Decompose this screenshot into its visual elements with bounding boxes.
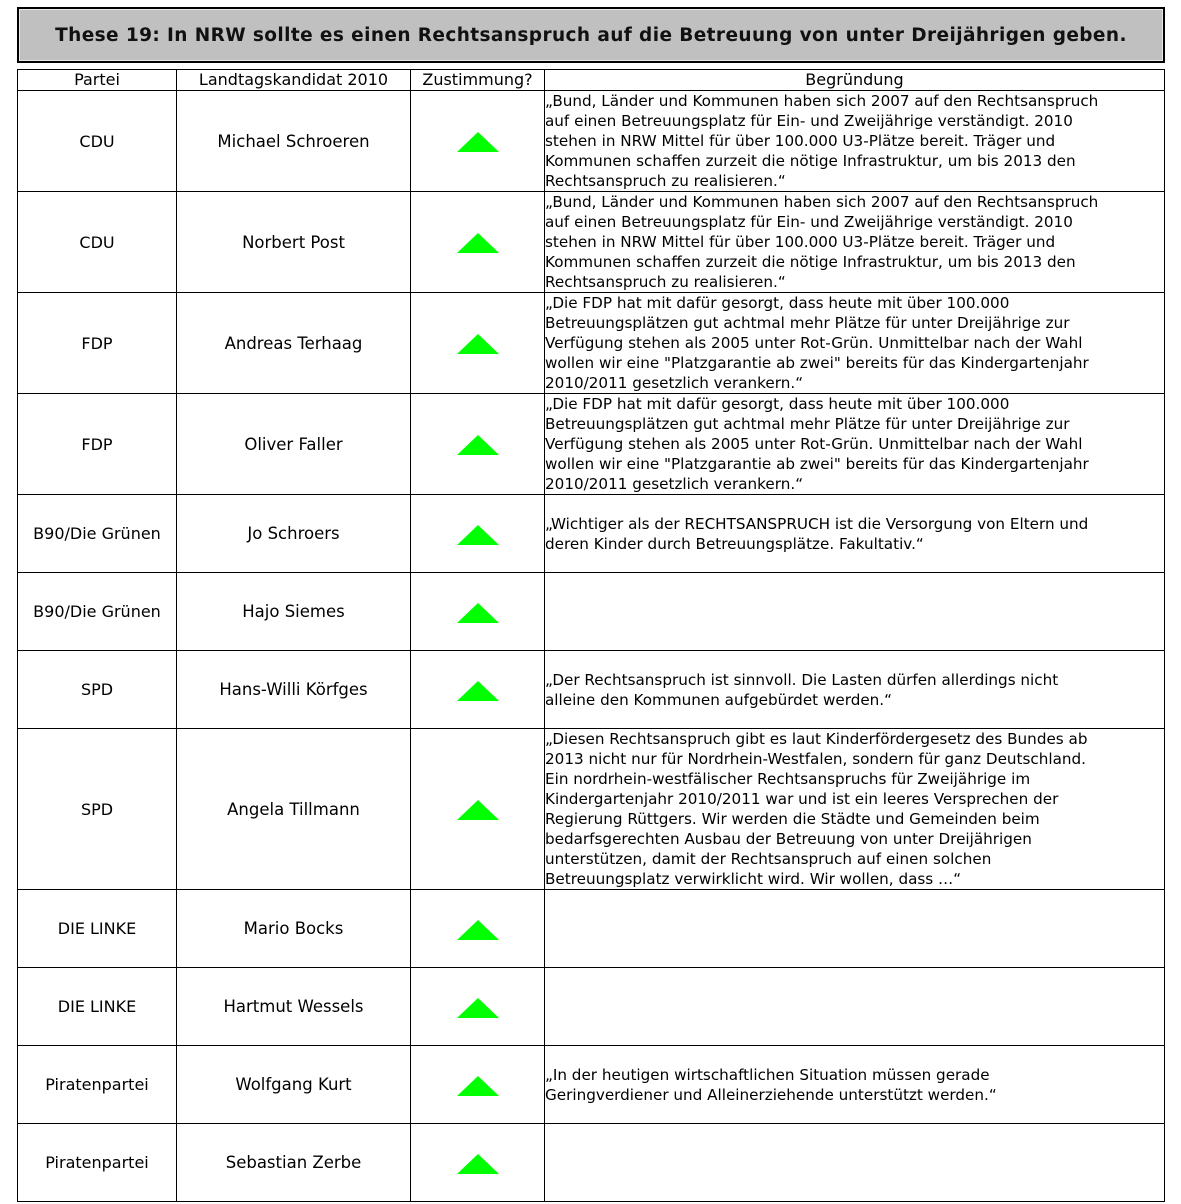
- reason-line: Betreuungsplätzen gut achtmal mehr Plätze für unter Dreijährige zur: [545, 314, 1070, 332]
- party-cell: CDU: [18, 192, 177, 293]
- header-candidate: Landtagskandidat 2010: [177, 70, 411, 91]
- party-cell: FDP: [18, 293, 177, 394]
- reason-line: wollen wir eine "Platzgarantie ab zwei" bereits für das Kindergartenjahr: [545, 455, 1089, 473]
- candidate-cell: Hans-Willi Körfges: [177, 651, 411, 729]
- approval-up-triangle-icon: [457, 334, 499, 354]
- approval-up-triangle-icon: [457, 681, 499, 701]
- candidate-cell: Angela Tillmann: [177, 729, 411, 890]
- reason-cell: [545, 651, 1165, 729]
- party-cell: SPD: [18, 651, 177, 729]
- reason-cell: [545, 968, 1165, 1046]
- reason-line: Kindergartenjahr 2010/2011 war und ist ein leeres Versprechen der: [545, 790, 1059, 808]
- approval-cell: [411, 968, 545, 1046]
- party-cell: DIE LINKE: [18, 890, 177, 968]
- reason-line: stehen in NRW Mittel für über 100.000 U3-Plätze bereit. Träger und: [545, 233, 1056, 251]
- reason-line: bedarfsgerechten Ausbau der Betreuung von unter Dreijährigen: [545, 830, 1032, 848]
- approval-up-triangle-icon: [457, 525, 499, 545]
- party-cell: Piratenpartei: [18, 1046, 177, 1124]
- table-row: [18, 91, 1165, 192]
- approval-cell: [411, 1124, 545, 1202]
- table-row: [18, 192, 1165, 293]
- reason-line: Ein nordrhein-westfälischer Rechtsanspruchs für Zweijährige im: [545, 770, 1031, 788]
- reason-cell: [545, 394, 1165, 495]
- reason-line: Verfügung stehen als 2005 unter Rot-Grün. Unmittelbar nach der Wahl: [545, 334, 1083, 352]
- approval-up-triangle-icon: [457, 233, 499, 253]
- candidate-cell: Norbert Post: [177, 192, 411, 293]
- approval-cell: [411, 1046, 545, 1124]
- reason-line: deren Kinder durch Betreuungsplätze. Fakultativ.“: [545, 534, 924, 553]
- approval-up-triangle-icon: [457, 1076, 499, 1096]
- candidate-cell: Sebastian Zerbe: [177, 1124, 411, 1202]
- reason-line: 2010/2011 gesetzlich verankern.“: [545, 374, 804, 392]
- approval-up-triangle-icon: [457, 435, 499, 455]
- table-row: [18, 729, 1165, 890]
- reason-cell: [545, 729, 1165, 890]
- header-approval: Zustimmung?: [411, 70, 545, 91]
- reason-line: „Bund, Länder und Kommunen haben sich 2007 auf den Rechtsanspruch: [545, 92, 1099, 110]
- reason-line: auf einen Betreuungsplatz für Ein- und Zweijährige verständigt. 2010: [545, 213, 1073, 231]
- table-row: [18, 651, 1165, 729]
- reason-line: Betreuungsplätzen gut achtmal mehr Plätze für unter Dreijährige zur: [545, 415, 1070, 433]
- candidate-cell: Andreas Terhaag: [177, 293, 411, 394]
- reason-line: Betreuungsplatz verwirklicht wird. Wir wollen, dass …“: [545, 870, 962, 888]
- approval-up-triangle-icon: [457, 603, 499, 623]
- party-cell: DIE LINKE: [18, 968, 177, 1046]
- candidate-cell: Michael Schroeren: [177, 91, 411, 192]
- reason-cell: [545, 495, 1165, 573]
- party-cell: B90/Die Grünen: [18, 573, 177, 651]
- approval-cell: [411, 573, 545, 651]
- reason-line: „Wichtiger als der RECHTSANSPRUCH ist die Versorgung von Eltern und: [545, 514, 1089, 533]
- approval-cell: [411, 394, 545, 495]
- candidate-cell: Jo Schroers: [177, 495, 411, 573]
- reason-line: „Bund, Länder und Kommunen haben sich 2007 auf den Rechtsanspruch: [545, 193, 1099, 211]
- reason-line: stehen in NRW Mittel für über 100.000 U3-Plätze bereit. Träger und: [545, 132, 1056, 150]
- thesis-title: These 19: In NRW sollte es einen Rechtsanspruch auf die Betreuung von unter Dreijährigen geben.: [55, 24, 1127, 46]
- approval-up-triangle-icon: [457, 1154, 499, 1174]
- table-row: [18, 890, 1165, 968]
- reason-line: „Der Rechtsanspruch ist sinnvoll. Die Lasten dürfen allerdings nicht: [545, 670, 1059, 689]
- table-row: [18, 495, 1165, 573]
- reason-cell: [545, 1124, 1165, 1202]
- reason-cell: [545, 91, 1165, 192]
- reason-cell: [545, 1046, 1165, 1124]
- approval-up-triangle-icon: [457, 132, 499, 152]
- reason-line: „Diesen Rechtsanspruch gibt es laut Kinderfördergesetz des Bundes ab: [545, 730, 1088, 748]
- reason-line: alleine den Kommunen aufgebürdet werden.“: [545, 690, 892, 709]
- candidate-cell: Wolfgang Kurt: [177, 1046, 411, 1124]
- table-row: [18, 394, 1165, 495]
- party-cell: CDU: [18, 91, 177, 192]
- reason-line: 2010/2011 gesetzlich verankern.“: [545, 475, 804, 493]
- table-row: [18, 968, 1165, 1046]
- reason-line: Rechtsanspruch zu realisieren.“: [545, 273, 786, 291]
- reason-cell: [545, 890, 1165, 968]
- reason-line: unterstützen, damit der Rechtsanspruch auf einen solchen: [545, 850, 992, 868]
- candidate-cell: Hajo Siemes: [177, 573, 411, 651]
- table-row: [18, 573, 1165, 651]
- header-party: Partei: [18, 70, 177, 91]
- reason-cell: [545, 573, 1165, 651]
- candidate-cell: Mario Bocks: [177, 890, 411, 968]
- reason-line: wollen wir eine "Platzgarantie ab zwei" bereits für das Kindergartenjahr: [545, 354, 1089, 372]
- party-cell: B90/Die Grünen: [18, 495, 177, 573]
- reason-line: „Die FDP hat mit dafür gesorgt, dass heute mit über 100.000: [545, 395, 1010, 413]
- reason-line: Rechtsanspruch zu realisieren.“: [545, 172, 786, 190]
- thesis-title-box: [17, 7, 1165, 63]
- reason-line: auf einen Betreuungsplatz für Ein- und Zweijährige verständigt. 2010: [545, 112, 1073, 130]
- table-header-row: [18, 70, 1165, 91]
- reason-cell: [545, 192, 1165, 293]
- candidates-table: [17, 69, 1165, 1202]
- approval-cell: [411, 192, 545, 293]
- reason-line: Kommunen schaffen zurzeit die nötige Infrastruktur, um bis 2013 den: [545, 152, 1076, 170]
- approval-up-triangle-icon: [457, 920, 499, 940]
- reason-line: „Die FDP hat mit dafür gesorgt, dass heute mit über 100.000: [545, 294, 1010, 312]
- table-row: [18, 293, 1165, 394]
- reason-line: Kommunen schaffen zurzeit die nötige Infrastruktur, um bis 2013 den: [545, 253, 1076, 271]
- party-cell: SPD: [18, 729, 177, 890]
- party-cell: FDP: [18, 394, 177, 495]
- reason-line: Geringverdiener und Alleinerziehende unterstützt werden.“: [545, 1085, 997, 1104]
- reason-cell: [545, 293, 1165, 394]
- approval-up-triangle-icon: [457, 998, 499, 1018]
- party-cell: Piratenpartei: [18, 1124, 177, 1202]
- approval-cell: [411, 651, 545, 729]
- approval-up-triangle-icon: [457, 800, 499, 820]
- table-row: [18, 1046, 1165, 1124]
- reason-line: Verfügung stehen als 2005 unter Rot-Grün. Unmittelbar nach der Wahl: [545, 435, 1083, 453]
- reason-line: Regierung Rüttgers. Wir werden die Städte und Gemeinden beim: [545, 810, 1040, 828]
- approval-cell: [411, 91, 545, 192]
- reason-line: „In der heutigen wirtschaftlichen Situation müssen gerade: [545, 1065, 990, 1084]
- approval-cell: [411, 293, 545, 394]
- candidate-cell: Hartmut Wessels: [177, 968, 411, 1046]
- candidate-cell: Oliver Faller: [177, 394, 411, 495]
- reason-line: 2013 nicht nur für Nordrhein-Westfalen, sondern für ganz Deutschland.: [545, 750, 1087, 768]
- approval-cell: [411, 729, 545, 890]
- header-reason: Begründung: [545, 70, 1165, 91]
- approval-cell: [411, 495, 545, 573]
- approval-cell: [411, 890, 545, 968]
- table-row: [18, 1124, 1165, 1202]
